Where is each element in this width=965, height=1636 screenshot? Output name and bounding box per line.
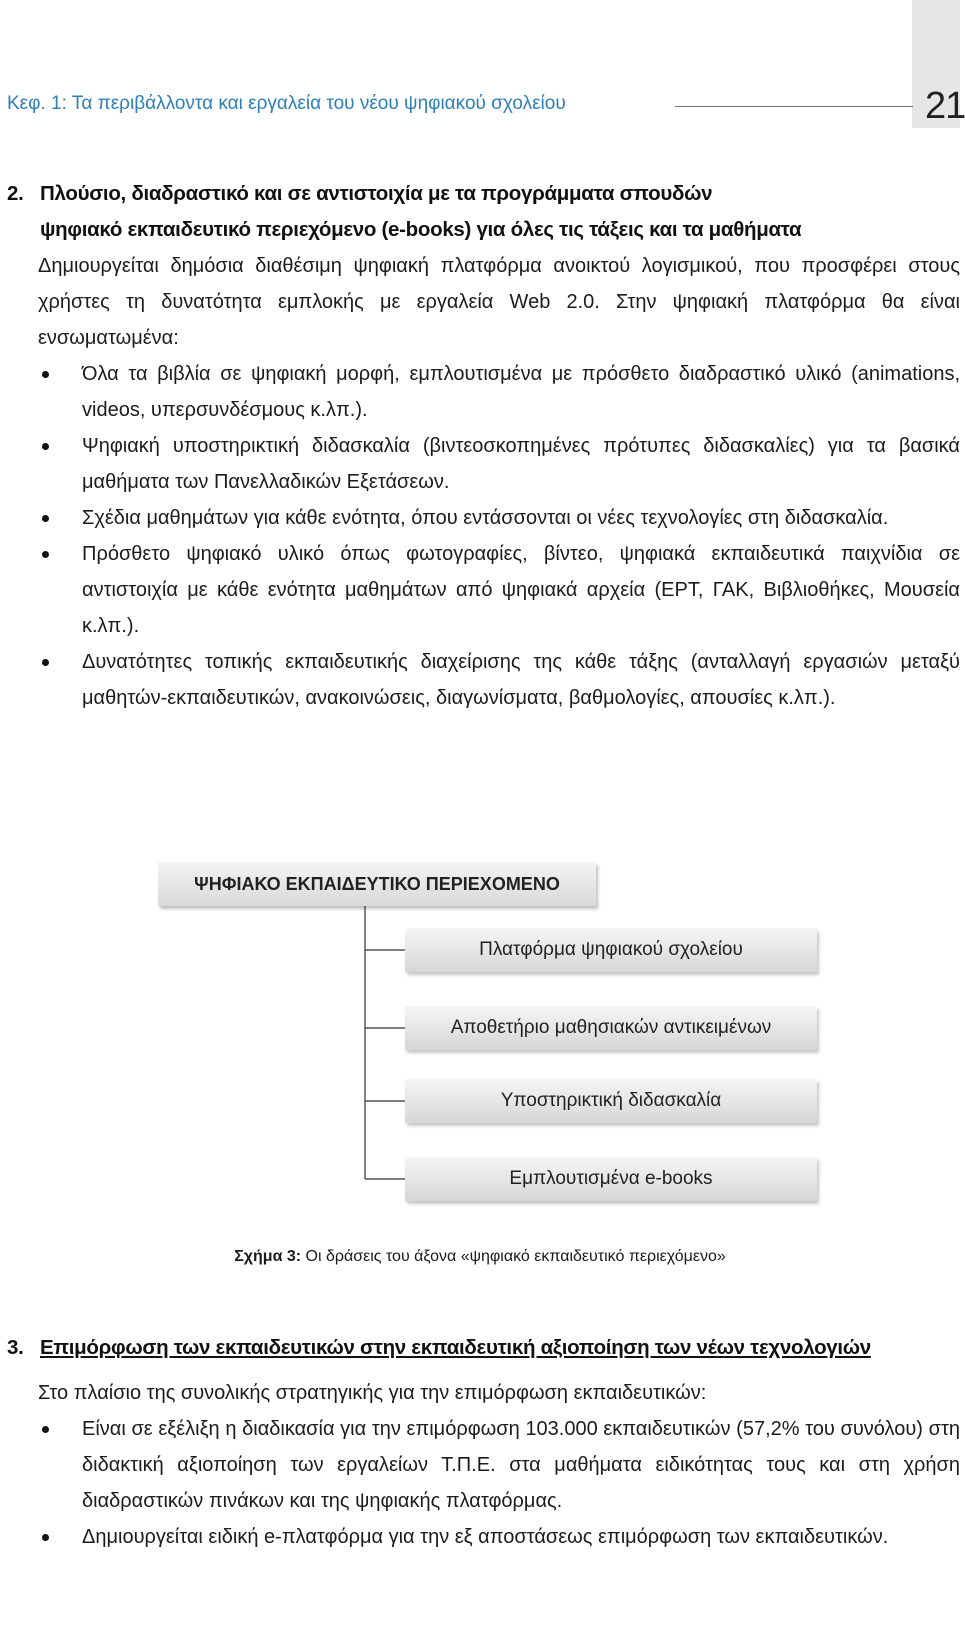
running-header [7,85,965,127]
bullet-icon [42,443,49,450]
list-item [38,356,960,428]
section-2-intro: Δημιουργείται δημόσια διαθέσιμη ψηφιακή πλατφόρμα ανοικτού λογισμικού, που προσφέρει στους χρήστες τη δυνατότητα εμπλοκής με εργαλεία Web 2.0. Στην ψηφιακή πλατφόρμα θα είναι ενσωματωμένα: [38,255,960,349]
list-item-text: Σχέδια μαθημάτων για κάθε ενότητα, όπου εντάσσονται οι νέες τεχνολογίες στη διδασκαλία. [82,507,889,529]
list-item-text: Όλα τα βιβλία σε ψηφιακή μορφή, εμπλουτισμένα με πρόσθετο διαδραστικό υλικό (animations, videos, υπερσυνδέσμους κ.λπ.). [82,363,960,421]
bullet-icon [42,1426,49,1433]
list-item [38,428,960,500]
section-3-intro: Στο πλαίσιο της συνολικής στρατηγικής για την επιμόρφωση εκπαιδευτικών: [38,1382,707,1404]
list-item-text: Πρόσθετο ψηφιακό υλικό όπως φωτογραφίες, βίντεο, ψηφιακά εκπαιδευτικά παιχνίδια σε αντιστοιχία με κάθε ενότητα μαθημάτων από ψηφιακά αρχεία (ΕΡΤ, ΓΑΚ, Βιβλιοθήκες, Μουσεία κ.λπ.). [82,543,960,637]
diagram-node: Αποθετήριο μαθησιακών αντικειμένων [405,1006,817,1050]
diagram-root-node: ΨΗΦΙΑΚΟ ΕΚΠΑΙΔΕΥΤΙΚΟ ΠΕΡΙΕΧΟΜΕΝΟ [158,862,596,906]
list-item-text: Δημιουργείται ειδική e-πλατφόρμα για την εξ αποστάσεως επιμόρφωση των εκπαιδευτικών. [82,1526,889,1548]
section-2-title [7,176,712,212]
list-item-text: Είναι σε εξέλιξη η διαδικασία για την επιμόρφωση 103.000 εκπαιδευτικών (57,2% του συνόλου) στη διδακτική αξιοποίηση των εργαλείων Τ.Π.Ε. στα μαθήματα ειδικότητας τους και στη χρήση διαδραστικών πινάκων και της ψηφιακής πλατφόρμας. [82,1418,960,1512]
bullet-icon [42,1534,49,1541]
page-number: 21 [925,85,965,127]
section-title-line: Επιμόρφωση των εκπαιδευτικών στην εκπαιδευτική αξιοποίηση των νέων τεχνολογιών [40,1336,871,1359]
section-number: 3. [7,1336,24,1359]
diagram-node: Υποστηρικτική διδασκαλία [405,1079,817,1123]
chapter-title: Κεφ. 1: Τα περιβάλλοντα και εργαλεία του νέου ψηφιακού σχολείου [7,93,566,114]
diagram-node: Πλατφόρμα ψηφιακού σχολείου [405,928,817,972]
list-item [38,1519,960,1555]
list-item [38,500,960,536]
caption-label: Σχήμα 3: [234,1248,302,1265]
section-2-title-continued [40,212,801,248]
list-item-text: Δυνατότητες τοπικής εκπαιδευτικής διαχείρισης της κάθε τάξης (ανταλλαγή εργασιών μεταξύ μαθητών-εκπαιδευτικών, ανακοινώσεις, διαγωνίσματα, βαθμολογίες, απουσίες κ.λπ.). [82,651,960,709]
list-item [38,1411,960,1519]
section-title-line: ψηφιακό εκπαιδευτικό περιεχόμενο (e-books) για όλες τις τάξεις και τα μαθήματα [40,218,802,241]
list-item [38,536,960,644]
figure-caption [0,1248,960,1266]
bullet-icon [42,659,49,666]
diagram-node: Εμπλουτισμένα e-books [405,1157,817,1201]
list-item [38,644,960,716]
bullet-icon [42,515,49,522]
list-item-text: Ψηφιακή υποστηρικτική διδασκαλία (βιντεοσκοπημένες πρότυπες διδασκαλίες) για τα βασικά μαθήματα των Πανελλαδικών Εξετάσεων. [82,435,960,493]
section-3-bullets [38,1411,960,1555]
section-title-line: Πλούσιο, διαδραστικό και σε αντιστοιχία με τα προγράμματα σπουδών [40,182,713,205]
bullet-icon [42,371,49,378]
section-2-bullets [38,356,960,716]
bullet-icon [42,551,49,558]
section-number: 2. [7,182,24,205]
caption-text: Οι δράσεις του άξονα «ψηφιακό εκπαιδευτικό περιεχόμενο» [305,1248,726,1265]
header-rule [675,106,913,107]
section-3-title [7,1330,871,1366]
